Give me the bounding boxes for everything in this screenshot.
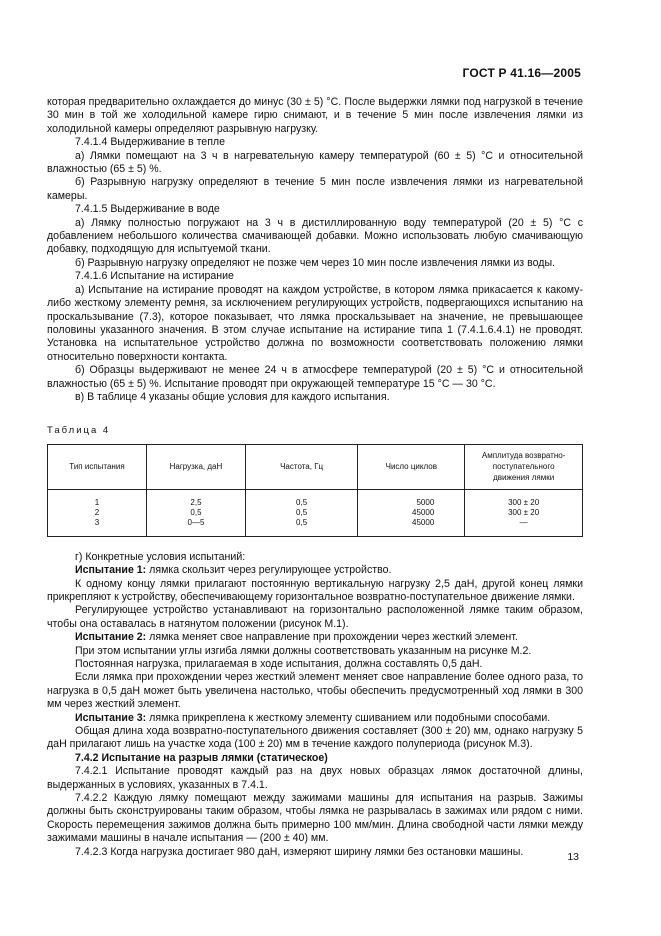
cell-value: 2,5 [190,497,202,507]
table-cell [245,489,357,536]
paragraph: б) Разрывную нагрузку определяют не позже чем через 10 мин после извлечения лямки из воды. [75,256,556,269]
paragraph: Регулирующее устройство устанавливают на горизонтально расположенной лямке таким образом, чтобы она оставалась в натянутом положении (рисунок М.1). [47,604,583,630]
paragraph: Постоянная нагрузка, прилагаемая в ходе испытания, должна составлять 0,5 даН. [75,658,483,670]
table-header-cell: Тип испытания [48,444,147,489]
conditions-table [47,444,583,537]
paragraph: г) Конкретные условия испытаний: [75,550,246,563]
paragraph: Испытание 1: лямка скользит через регулирующее устройство. [75,564,392,577]
table-cell [48,489,147,536]
paragraph: а) Лямку полностью погружают на 3 ч в дистиллированную воду температурой (20 ± 5) °С с добавлением небольшого количества смачивающей добавки. Можно использовать любую смачивающую добавку, подходящую для испытуемой ткани. [47,216,583,256]
cell-value: 45000 [412,507,435,517]
document-code: ГОСТ Р 41.16—2005 [462,66,581,80]
paragraph: Общая длина хода возвратно-поступательного движения составляет (300 ± 20) мм, однако нагрузку 5 даН прилагают лишь на участке хода (100 ± 20) мм в течение каждого полупериода (рисунок М.3). [47,725,583,751]
paragraph: Если лямка при прохождении через жесткий элемент меняет свое направление более одного раза, то нагрузка в 0,5 даН может быть увеличена настолько, чтобы обеспечить предусмотренный ход лямки в 300 мм через жесткий элемент. [47,671,583,711]
cell-value: 300 ± 20 [508,507,540,517]
cell-value: 300 ± 20 [508,497,540,507]
paragraph: б) Разрывную нагрузку определяют в течение 5 мин после извлечения лямки из нагревательной камеры. [47,176,583,202]
table-header-cell: Число циклов [358,444,465,489]
paragraph: которая предварительно охлаждается до минус (30 ± 5) °С. После выдержки лямки под нагрузкой в течение 30 мин в той же холодильной камере гирю снимают, и в течение 5 мин после извлечения лямки из холодильной камеры определяют разрывную нагрузку. [47,96,583,135]
cell-value: 45000 [412,517,435,527]
table-cell [146,489,245,536]
paragraph: Испытание 3: лямка прикреплена к жесткому элементу сшиванием или подобными способами. [75,711,551,724]
cell-value: 2 [94,507,100,517]
table-row [48,489,583,536]
paragraph: При этом испытании углы изгиба лямки должны соответствовать указанным на рисунке М.2. [75,644,532,657]
paragraph: 7.4.2.2 Каждую лямку помещают между зажимами машины для испытания на разрыв. Зажимы должны быть сконструированы таким образом, чтобы лямка не разрывалась в зажимах или рядом с ними. Скорость перемещения зажимов должна быть примерно 100 мм/мин. Длина свободной части лямки между зажимами машины в начале испытания — (200 ± 40) мм. [47,792,583,845]
cell-value: 5000 [416,497,435,507]
section-heading: 7.4.2 Испытание на разрыв лямки (статическое) [75,751,328,764]
cell-value: 3 [94,517,100,527]
paragraph: б) Образцы выдерживают не менее 24 ч в атмосфере температурой (20 ± 5) °С и относительной влажностью (65 ± 5) %. Испытание проводят при окружающей температуре 15 °С — 30 °С. [47,364,583,390]
paragraph: 7.4.2.1 Испытание проводят каждый раз на двух новых образцах лямок достаточной длины, выдержанных в условиях, указанных в 7.4.1. [47,765,583,791]
cell-value: — [519,517,528,527]
section-heading: 7.4.1.4 Выдерживание в тепле [75,136,225,149]
section-heading: 7.4.1.5 Выдерживание в воде [75,203,220,216]
cell-value: 0,5 [296,507,308,517]
section-heading: 7.4.1.6 Испытание на истирание [75,270,234,283]
paragraph: 7.4.2.3 Когда нагрузка достигает 980 даН, измеряют ширину лямки без остановки машины. [75,845,524,858]
paragraph: К одному концу лямки прилагают постоянную вертикальную нагрузку 2,5 даН, другой конец лямки прикрепляют к устройству, обеспечивающему горизонтальное возвратно-поступательное движение лямки. [47,577,583,603]
conditions-section [47,551,583,859]
table-cell [358,489,465,536]
paragraph: а) Лямки помещают на 3 ч в нагревательную камеру температурой (60 ± 5) °С и относительной влажностью (65 ± 5) %. [47,149,583,176]
table-header-cell: Нагрузка, даН [146,444,245,489]
table-cell [465,489,583,536]
table-caption: Таблица 4 [47,425,111,437]
paragraph: а) Испытание на истирание проводят на каждом устройстве, в котором лямка прикасается к какому-либо жесткому элементу ремня, за исключением регулирующих устройств, подвергающихся испытанию на проскальзывание (7.3), которое показывает, что лямка проскальзывает на значение, не превышающее половины указанного значения. В этом случае испытание на истирание типа 1 (7.4.1.6.4.1) не проводят. Установка на испытательное устройство должна по возможности соответствовать положению лямки относительно поверхности контакта. [47,283,583,363]
cell-value: 0,5 [296,497,308,507]
page-number: 13 [567,851,579,863]
page-content [47,96,583,859]
table-header-row [48,444,583,489]
table-header-cell: Частота, Гц [245,444,357,489]
table-header-cell: Амплитуда возвратно-поступательного движения лямки [465,444,583,489]
paragraph: Испытание 2: лямка меняет свое направление при прохождении через жесткий элемент. [75,631,518,644]
paragraph: в) В таблице 4 указаны общие условия для каждого испытания. [75,390,390,403]
cell-value: 0,5 [190,507,202,517]
cell-value: 0—5 [187,517,205,527]
cell-value: 0,5 [296,517,308,527]
cell-value: 1 [94,497,100,507]
